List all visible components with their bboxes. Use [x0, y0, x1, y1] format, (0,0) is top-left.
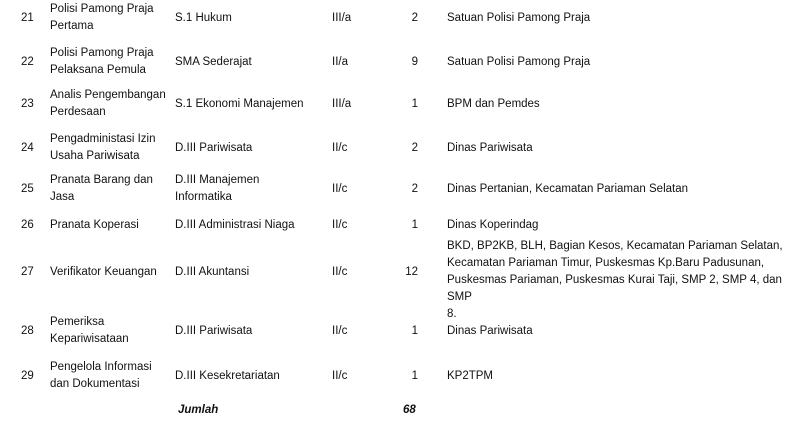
row-golongan: II/a	[332, 55, 348, 68]
row-jumlah: 12	[405, 265, 418, 278]
row-jabatan	[50, 217, 170, 234]
row-jabatan	[50, 359, 170, 393]
row-jabatan-line: Polisi Pamong Praja	[50, 3, 154, 15]
row-pendidikan	[175, 10, 325, 27]
row-jabatan-line: Pertama	[50, 20, 94, 32]
row-unit-kerja	[447, 181, 792, 198]
row-unit-kerja	[447, 140, 792, 157]
row-golongan: II/c	[332, 369, 348, 382]
row-number: 28	[21, 324, 34, 337]
row-jumlah: 1	[411, 369, 418, 382]
row-jabatan	[50, 131, 170, 165]
row-jabatan-line: Pengelola Informasi	[50, 361, 152, 373]
row-pendidikan	[175, 172, 325, 206]
row-pendidikan	[175, 140, 325, 157]
row-unit-kerja	[447, 96, 792, 113]
row-jumlah: 1	[411, 218, 418, 231]
row-unit-kerja	[447, 238, 792, 323]
row-pendidikan-line: S.1 Ekonomi Manajemen	[175, 97, 304, 110]
row-pendidikan-line: S.1 Hukum	[175, 11, 232, 24]
row-jabatan	[50, 45, 170, 79]
row-jabatan-line: Pranata Koperasi	[50, 218, 139, 231]
row-jabatan	[50, 314, 170, 348]
row-pendidikan	[175, 217, 325, 234]
row-jabatan-line: Jasa	[50, 191, 75, 203]
row-golongan: II/c	[332, 324, 348, 337]
row-jabatan-line: Pranata Barang dan	[50, 174, 153, 186]
row-jumlah: 1	[411, 324, 418, 337]
row-golongan: II/c	[332, 218, 348, 231]
row-jumlah: 2	[411, 141, 418, 154]
row-pendidikan-line: SMA Sederajat	[175, 55, 252, 68]
row-pendidikan-line: Informatika	[175, 191, 232, 203]
row-jumlah: 9	[411, 55, 418, 68]
row-pendidikan	[175, 368, 325, 385]
row-pendidikan-line: D.III Manajemen	[175, 174, 260, 186]
total-label: Jumlah	[178, 404, 219, 416]
row-jabatan-line: Analis Pengembangan	[50, 89, 166, 101]
row-golongan: III/a	[332, 97, 352, 110]
row-number: 25	[21, 182, 34, 195]
row-golongan: III/a	[332, 11, 352, 24]
row-pendidikan-line: D.III Akuntansi	[175, 265, 250, 278]
row-unit-kerja	[447, 323, 792, 340]
row-golongan: II/c	[332, 265, 348, 278]
row-jabatan-line: Pemeriksa	[50, 316, 105, 328]
row-number: 29	[21, 369, 34, 382]
row-unit-kerja	[447, 54, 792, 71]
row-unit-kerja-line: Satuan Polisi Pamong Praja	[447, 55, 591, 68]
row-unit-kerja-line: Satuan Polisi Pamong Praja	[447, 11, 591, 24]
row-jabatan-line: dan Dokumentasi	[50, 378, 140, 390]
row-jabatan-line: Pengadministasi Izin	[50, 133, 156, 145]
row-jabatan-line: Usaha Pariwisata	[50, 150, 140, 162]
row-unit-kerja-line: BPM dan Pemdes	[447, 97, 540, 110]
row-jumlah: 2	[411, 182, 418, 195]
row-unit-kerja	[447, 368, 792, 385]
row-unit-kerja-line: 8.	[447, 308, 457, 320]
row-unit-kerja-line: Dinas Pariwisata	[447, 141, 533, 154]
row-jabatan-line: Polisi Pamong Praja	[50, 47, 154, 59]
row-pendidikan-line: D.III Pariwisata	[175, 141, 253, 154]
row-jabatan-line: Perdesaan	[50, 106, 106, 118]
total-value: 68	[403, 404, 416, 416]
row-jabatan-line: Kepariwisataan	[50, 333, 129, 345]
row-pendidikan	[175, 323, 325, 340]
row-jabatan-line: Pelaksana Pemula	[50, 64, 146, 76]
row-pendidikan	[175, 54, 325, 71]
row-pendidikan	[175, 264, 325, 281]
row-unit-kerja	[447, 10, 792, 27]
row-unit-kerja-line: KP2TPM	[447, 369, 494, 382]
row-pendidikan-line: D.III Administrasi Niaga	[175, 218, 295, 231]
row-pendidikan-line: D.III Pariwisata	[175, 324, 253, 337]
row-number: 23	[21, 97, 34, 110]
row-unit-kerja-line: BKD, BP2KB, BLH, Bagian Kesos, Kecamatan Pariaman Selatan,	[447, 240, 783, 252]
row-jabatan-line: Verifikator Keuangan	[50, 265, 157, 278]
row-number: 26	[21, 218, 34, 231]
row-number: 22	[21, 55, 34, 68]
row-number: 21	[21, 11, 34, 24]
row-unit-kerja-line: Dinas Pariwisata	[447, 324, 533, 337]
row-unit-kerja-line: Dinas Pertanian, Kecamatan Pariaman Selatan	[447, 182, 689, 195]
row-jabatan	[50, 1, 170, 35]
row-jumlah: 2	[411, 11, 418, 24]
row-jabatan	[50, 264, 170, 281]
row-number: 27	[21, 265, 34, 278]
row-jabatan	[50, 87, 170, 121]
row-unit-kerja-line: Puskesmas Pariaman, Puskesmas Kurai Taji, SMP 2, SMP 4, dan SMP	[447, 274, 782, 303]
row-unit-kerja	[447, 217, 792, 234]
row-unit-kerja-line: Dinas Koperindag	[447, 218, 539, 231]
row-golongan: II/c	[332, 182, 348, 195]
row-number: 24	[21, 141, 34, 154]
row-pendidikan	[175, 96, 325, 113]
row-pendidikan-line: D.III Kesekretariatan	[175, 369, 280, 382]
row-jumlah: 1	[411, 97, 418, 110]
row-jabatan	[50, 172, 170, 206]
row-golongan: II/c	[332, 141, 348, 154]
row-unit-kerja-line: Kecamatan Pariaman Timur, Puskesmas Kp.Baru Padusunan,	[447, 257, 765, 269]
